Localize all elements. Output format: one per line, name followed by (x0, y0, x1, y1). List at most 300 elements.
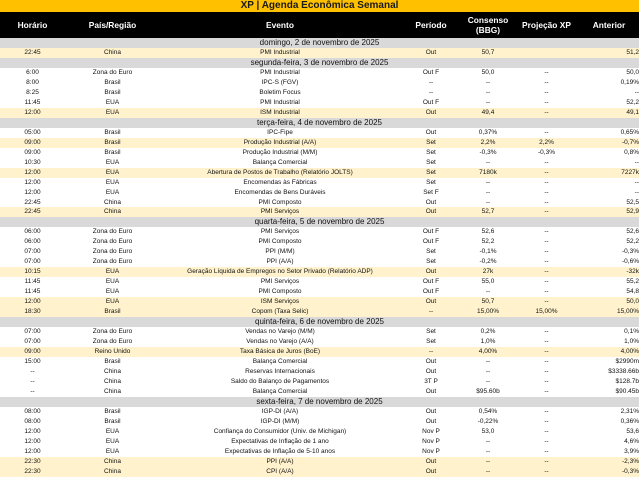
cell-pais: EUA (105, 427, 120, 435)
cell-evento: PMI Serviços (260, 278, 300, 286)
table-row (0, 367, 639, 377)
cell-horario: 11:45 (24, 288, 41, 296)
cell-anterior: 0,8% (624, 148, 639, 156)
cell-periodo: Set (426, 168, 436, 176)
cell-horario: 22:45 (24, 198, 41, 206)
cell-consenso: -- (485, 457, 491, 465)
table-row (0, 437, 639, 447)
cell-evento: Encomendas às Fábricas (243, 178, 317, 186)
cell-evento: Confiança do Consumidor (Univ. de Michigan) (213, 427, 347, 435)
cell-periodo: Nov P (422, 437, 440, 445)
cell-periodo: Out (425, 407, 437, 415)
cell-pais: China (104, 198, 121, 206)
cell-projecao: -- (544, 328, 549, 336)
cell-pais: Brasil (104, 78, 121, 86)
cell-anterior: -- (634, 178, 639, 186)
cell-evento: Vendas no Varejo (M/M) (245, 328, 315, 336)
cell-consenso: 15,00% (476, 308, 500, 316)
cell-horario: 07:00 (24, 258, 41, 266)
cell-horario: -- (30, 367, 35, 375)
cell-periodo: Out (425, 457, 437, 465)
cell-periodo: Out (425, 198, 437, 206)
cell-pais: Brasil (104, 128, 121, 136)
cell-anterior: 54,8 (626, 288, 639, 296)
table-row (0, 48, 639, 58)
cell-anterior: 0,19% (620, 78, 639, 86)
cell-periodo: Set (426, 178, 436, 186)
cell-pais: China (104, 48, 121, 56)
table-row (0, 78, 639, 88)
table-row (0, 178, 639, 188)
cell-periodo: Out F (422, 288, 440, 296)
cell-evento: Encomendas de Bens Duráveis (234, 188, 326, 196)
cell-horario: 22:30 (24, 457, 41, 465)
table-row (0, 447, 639, 457)
cell-anterior: 4,6% (624, 437, 639, 445)
table-row (0, 68, 639, 78)
cell-anterior: $3338.66b (608, 367, 639, 375)
cell-horario: 07:00 (24, 328, 41, 336)
cell-horario: 12:00 (24, 298, 41, 306)
cell-horario: 8:00 (26, 78, 39, 86)
cell-evento: Produção Industrial (M/M) (242, 148, 318, 156)
date-row: sexta-feira, 7 de novembro de 2025 (0, 397, 639, 407)
cell-projecao: -- (544, 298, 549, 306)
cell-anterior: 52,2 (626, 238, 639, 246)
cell-pais: Brasil (104, 138, 121, 146)
cell-evento: Expectativas de Inflação de 5-10 anos (224, 447, 336, 455)
table-row (0, 257, 639, 267)
cell-consenso: -- (485, 78, 491, 86)
cell-periodo: Out (425, 358, 437, 365)
cell-horario: 09:00 (24, 148, 41, 156)
cell-consenso: $95.60b (476, 387, 500, 395)
cell-horario: 8:25 (26, 88, 39, 96)
table-row (0, 347, 639, 357)
cell-anterior: 52,9 (626, 208, 639, 216)
cell-horario: 11:45 (24, 98, 41, 106)
table-body (0, 38, 639, 477)
cell-evento: IPC-S (FGV) (261, 78, 299, 86)
cell-consenso: 52,7 (481, 208, 495, 216)
cell-periodo: Nov P (422, 427, 440, 435)
cell-projecao: -- (544, 108, 549, 116)
cell-horario: 12:00 (24, 427, 41, 435)
cell-periodo: Set (426, 148, 436, 156)
cell-periodo: Set (426, 248, 436, 256)
table-row (0, 467, 639, 477)
cell-pais: Zona do Euro (92, 338, 133, 346)
cell-anterior: 53,6 (626, 427, 639, 435)
cell-pais: Zona do Euro (92, 328, 133, 336)
cell-consenso: -- (485, 358, 491, 365)
cell-consenso: -0,3% (479, 148, 497, 156)
cell-consenso: 7180k (479, 168, 497, 176)
cell-anterior: 50,0 (626, 298, 639, 306)
table-row (0, 148, 639, 158)
cell-anterior: -0,3% (622, 467, 639, 475)
cell-periodo: 3T P (424, 377, 438, 385)
cell-consenso: 50,7 (481, 48, 495, 56)
cell-evento: Vendas no Varejo (A/A) (246, 338, 314, 346)
cell-evento: IGP-DI (M/M) (260, 417, 300, 425)
table-row (0, 98, 639, 108)
table-row (0, 387, 639, 397)
cell-pais: EUA (105, 158, 120, 166)
cell-anterior: 51,2 (626, 48, 639, 56)
cell-evento: Copom (Taxa Selic) (251, 308, 309, 316)
cell-pais: Brasil (104, 358, 121, 365)
cell-projecao: -- (544, 417, 549, 425)
cell-horario: 22:30 (24, 467, 41, 475)
cell-periodo: Set F (423, 188, 439, 196)
header-horario: Horário (17, 20, 48, 30)
table-row (0, 158, 639, 168)
cell-anterior: 52,2 (626, 98, 639, 106)
cell-consenso: -- (485, 188, 491, 196)
cell-periodo: Out F (422, 278, 440, 286)
table-row (0, 457, 639, 467)
table-row (0, 168, 639, 178)
table-row (0, 88, 639, 98)
header-periodo: Período (415, 20, 447, 30)
cell-evento: Balança Comercial (252, 387, 308, 395)
table-row (0, 377, 639, 387)
header-consenso: Consenso (BBG) (467, 15, 509, 35)
cell-consenso: -- (485, 437, 491, 445)
cell-horario: 22:45 (24, 48, 41, 56)
cell-anterior: 49,1 (626, 108, 639, 116)
cell-horario: 09:00 (24, 138, 41, 146)
table-row (0, 427, 639, 437)
cell-periodo: Out F (422, 98, 440, 106)
cell-consenso: 50,7 (481, 298, 495, 306)
header-evento: Evento (266, 20, 294, 30)
cell-horario: 09:00 (24, 348, 41, 356)
cell-pais: Brasil (104, 88, 121, 96)
cell-horario: 22:45 (24, 208, 41, 216)
cell-periodo: Set (426, 158, 436, 166)
cell-projecao: -- (544, 467, 549, 475)
cell-periodo: Out (425, 298, 437, 306)
date-row: segunda-feira, 3 de novembro de 2025 (0, 58, 639, 68)
cell-consenso: 0,37% (478, 128, 498, 136)
cell-projecao: -- (544, 377, 549, 385)
table-row (0, 227, 639, 237)
cell-evento: PMI Industrial (260, 98, 300, 106)
table-header (0, 12, 639, 38)
cell-projecao: -- (544, 88, 549, 96)
cell-periodo: -- (428, 88, 434, 96)
cell-evento: Boletim Focus (259, 88, 301, 96)
cell-projecao: -- (544, 258, 549, 266)
cell-projecao: -- (544, 68, 549, 76)
cell-anterior: 4,00% (620, 348, 639, 356)
cell-projecao: -- (544, 288, 549, 296)
cell-evento: PMI Serviços (260, 228, 300, 236)
cell-consenso: -- (485, 288, 491, 296)
cell-consenso: -- (485, 447, 491, 455)
cell-anterior: 7227k (621, 168, 639, 176)
cell-consenso: -0,22% (477, 417, 499, 425)
cell-projecao: -- (544, 268, 549, 276)
cell-horario: 12:00 (24, 447, 41, 455)
cell-periodo: Set (426, 138, 436, 146)
cell-projecao: -- (544, 188, 549, 196)
cell-periodo: Out (425, 467, 437, 475)
cell-pais: EUA (105, 447, 120, 455)
cell-horario: 12:00 (24, 178, 41, 186)
cell-anterior: 52,5 (626, 198, 639, 206)
cell-pais: Brasil (104, 308, 121, 316)
cell-pais: China (104, 377, 121, 385)
cell-projecao: -- (544, 427, 549, 435)
cell-projecao: -- (544, 78, 549, 86)
header-anterior: Anterior (592, 20, 626, 30)
cell-periodo: Set (426, 338, 436, 346)
cell-periodo: Out (425, 387, 437, 395)
cell-pais: Zona do Euro (92, 228, 133, 236)
cell-periodo: -- (428, 78, 434, 86)
cell-anterior: 55,2 (626, 278, 639, 286)
cell-anterior: -32k (626, 268, 639, 276)
cell-consenso: 52,6 (481, 228, 495, 236)
cell-consenso: 55,0 (481, 278, 495, 286)
cell-evento: PMI Composto (258, 198, 302, 206)
cell-anterior: 1,0% (624, 338, 639, 346)
table-row (0, 188, 639, 198)
cell-consenso: -- (485, 367, 491, 375)
cell-projecao: -- (544, 358, 549, 365)
cell-pais: China (104, 457, 121, 465)
cell-pais: Zona do Euro (92, 248, 133, 256)
cell-consenso: 50,0 (481, 68, 495, 76)
cell-projecao (514, 48, 579, 58)
cell-horario: 06:00 (24, 238, 41, 246)
cell-anterior: 52,6 (626, 228, 639, 236)
table-row (0, 357, 639, 367)
table-row (0, 198, 639, 208)
cell-horario: 15:00 (24, 358, 41, 365)
cell-periodo: Out F (422, 238, 440, 246)
cell-periodo: Out (425, 268, 437, 276)
cell-evento: Saldo do Balanço de Pagamentos (230, 377, 330, 385)
cell-evento: PMI Composto (258, 288, 302, 296)
cell-pais: Zona do Euro (92, 68, 133, 76)
cell-pais: China (104, 208, 121, 216)
cell-projecao: -- (544, 168, 549, 176)
cell-consenso: -- (485, 98, 491, 106)
cell-periodo: Out (425, 208, 437, 216)
cell-consenso: -- (485, 178, 491, 186)
cell-evento: Taxa Básica de Juros (BoE) (239, 348, 321, 356)
cell-pais: EUA (105, 168, 120, 176)
table-row (0, 207, 639, 217)
cell-horario: -- (30, 387, 35, 395)
cell-horario: 08:00 (24, 417, 41, 425)
cell-pais: EUA (105, 288, 120, 296)
cell-evento: IPC-Fipe (267, 128, 293, 136)
cell-anterior: 15,00% (616, 308, 639, 316)
cell-horario: 07:00 (24, 248, 41, 256)
cell-evento: Balança Comercial (252, 158, 308, 166)
cell-anterior: 3,9% (624, 447, 639, 455)
cell-projecao: -- (544, 198, 549, 206)
cell-evento: IGP-DI (A/A) (261, 407, 299, 415)
cell-horario: 10:30 (24, 158, 41, 166)
cell-pais: EUA (105, 298, 120, 306)
cell-pais: China (104, 367, 121, 375)
cell-consenso: 4,00% (478, 348, 498, 356)
cell-pais: EUA (105, 278, 120, 286)
cell-anterior: -0,3% (622, 248, 639, 256)
cell-projecao: -- (544, 407, 549, 415)
cell-projecao: -- (544, 348, 549, 356)
cell-anterior: 2,31% (620, 407, 639, 415)
cell-horario: 07:00 (24, 338, 41, 346)
cell-consenso: -- (485, 377, 491, 385)
cell-consenso: -0,1% (479, 248, 497, 256)
cell-projecao: -- (544, 447, 549, 455)
table-title: XP | Agenda Econômica Semanal (0, 0, 639, 12)
cell-consenso: 0,54% (478, 407, 498, 415)
cell-horario: -- (30, 377, 35, 385)
cell-evento: PMI Industrial (260, 68, 300, 76)
header-pais: País/Região (88, 20, 137, 30)
cell-projecao: -- (544, 128, 549, 136)
cell-evento: PMI Composto (258, 238, 302, 246)
cell-horario: 18:30 (24, 308, 41, 316)
cell-anterior: -- (634, 88, 639, 96)
table-row (0, 138, 639, 148)
cell-projecao: -- (544, 228, 549, 236)
table-row (0, 407, 639, 417)
table-row (0, 267, 639, 277)
cell-consenso: 49,4 (481, 108, 495, 116)
cell-pais: Zona do Euro (92, 238, 133, 246)
cell-anterior: -- (634, 188, 639, 196)
cell-pais: China (104, 467, 121, 475)
cell-evento: Abertura de Postos de Trabalho (Relatório JOLTS) (207, 168, 353, 176)
cell-horario: 06:00 (24, 228, 41, 236)
table-row (0, 287, 639, 297)
cell-anterior: 0,65% (620, 128, 639, 136)
cell-consenso: -0,2% (479, 258, 497, 266)
cell-projecao: -- (544, 338, 549, 346)
cell-anterior: -- (634, 158, 639, 166)
cell-horario: 10:15 (24, 268, 41, 276)
cell-horario: 11:45 (24, 278, 41, 286)
cell-projecao: -0,3% (538, 148, 555, 156)
cell-evento: Balança Comercial (252, 358, 308, 365)
cell-evento: Reservas Internacionais (245, 367, 315, 375)
cell-projecao: -- (544, 278, 549, 286)
cell-pais: Brasil (104, 407, 121, 415)
date-row: domingo, 2 de novembro de 2025 (0, 38, 639, 48)
cell-anterior: -2,3% (622, 457, 639, 465)
table-row (0, 128, 639, 138)
cell-periodo: Set (426, 258, 436, 266)
cell-pais: EUA (105, 188, 120, 196)
cell-horario: 12:00 (24, 168, 41, 176)
cell-projecao: 2,2% (539, 138, 554, 146)
cell-evento: PMI Serviços (260, 208, 300, 216)
cell-pais: EUA (105, 108, 120, 116)
cell-horario: 12:00 (24, 108, 41, 116)
cell-projecao: -- (544, 457, 549, 465)
cell-projecao: -- (544, 158, 549, 166)
cell-consenso: 52,2 (481, 238, 495, 246)
header-projecao: Projeção XP (522, 20, 571, 30)
cell-evento: PPI (A/A) (266, 258, 294, 266)
cell-periodo: Out (425, 128, 437, 136)
cell-pais: Zona do Euro (92, 258, 133, 266)
cell-projecao: -- (544, 437, 549, 445)
cell-evento: Expectativas de Inflação de 1 ano (231, 437, 329, 445)
cell-periodo: Out (425, 417, 437, 425)
table-row (0, 237, 639, 247)
cell-projecao: -- (544, 98, 549, 106)
table-row (0, 337, 639, 347)
cell-pais: China (104, 387, 121, 395)
cell-anterior: 50,0 (626, 68, 639, 76)
table-row (0, 277, 639, 287)
cell-consenso: -- (485, 467, 491, 475)
cell-projecao: -- (544, 367, 549, 375)
cell-pais: EUA (105, 178, 120, 186)
cell-horario: 6:00 (26, 68, 39, 76)
date-row: quinta-feira, 6 de novembro de 2025 (0, 317, 639, 327)
cell-anterior: $90.45b (615, 387, 639, 395)
date-row: quarta-feira, 5 de novembro de 2025 (0, 217, 639, 227)
cell-evento: CPI (A/A) (266, 467, 294, 475)
cell-projecao: -- (544, 387, 549, 395)
cell-anterior: -0,6% (622, 258, 639, 266)
cell-horario: 12:00 (24, 437, 41, 445)
cell-periodo: Out (425, 367, 437, 375)
table-row (0, 307, 639, 317)
cell-projecao: 15,00% (535, 308, 558, 316)
cell-evento: PMI Industrial (260, 48, 300, 56)
cell-periodo: Set (426, 328, 436, 336)
cell-anterior: -0,7% (622, 138, 639, 146)
cell-consenso: 2,2% (480, 138, 496, 146)
cell-evento: Geração Líquida de Empregos no Setor Privado (Relatório ADP) (187, 268, 373, 276)
cell-consenso: 53,0 (481, 427, 495, 435)
cell-anterior: 0,36% (620, 417, 639, 425)
cell-projecao: -- (544, 238, 549, 246)
cell-horario: 08:00 (24, 407, 41, 415)
cell-periodo: Nov P (422, 447, 440, 455)
cell-projecao: -- (544, 208, 549, 216)
table-row (0, 417, 639, 427)
cell-periodo: Out (425, 108, 437, 116)
cell-anterior: $2990m (615, 358, 639, 365)
cell-periodo: Out F (422, 68, 440, 76)
cell-anterior: 0,1% (624, 328, 639, 336)
cell-pais: Brasil (104, 417, 121, 425)
cell-evento: Produção Industrial (A/A) (243, 138, 317, 146)
table-row (0, 297, 639, 307)
cell-periodo: -- (428, 308, 434, 316)
table-row (0, 327, 639, 337)
cell-pais: EUA (105, 437, 120, 445)
cell-periodo: -- (428, 348, 434, 356)
cell-consenso: -- (485, 158, 491, 166)
cell-consenso: 1,0% (480, 338, 496, 346)
cell-evento: ISM Serviços (260, 298, 300, 306)
cell-anterior: $128.7b (615, 377, 639, 385)
